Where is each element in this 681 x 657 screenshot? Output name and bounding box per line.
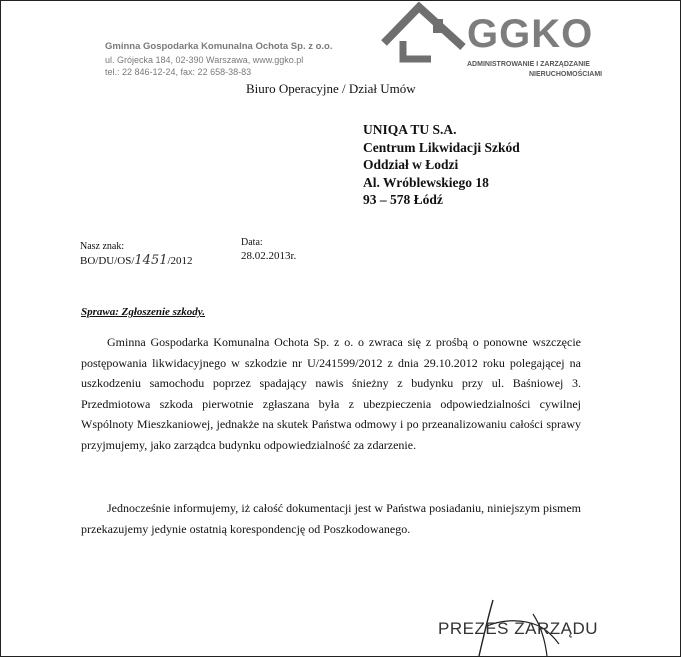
recipient-line: Al. Wróblewskiego 18 (363, 175, 489, 190)
recipient-line: 93 – 578 Łódź (363, 192, 443, 207)
reference-label: Nasz znak: (80, 241, 125, 252)
company-address: ul. Grójecka 184, 02-390 Warszawa, www.ggko.pl (105, 55, 304, 65)
house-logo-icon (381, 1, 471, 63)
department: Biuro Operacyjne / Dział Umów (246, 81, 416, 96)
recipient-line: Oddział w Łodzi (363, 157, 459, 172)
date-value: 28.02.2013r. (241, 250, 297, 262)
reference-prefix: BO/DU/OS/ (80, 255, 135, 267)
recipient-line: UNIQA TU S.A. (363, 122, 457, 137)
date-label: Data: (241, 237, 263, 248)
recipient-line: Centrum Likwidacji Szkód (363, 140, 520, 155)
signature-stamp: PREZES ZARZĄDU (438, 619, 599, 638)
reference-suffix: /2012 (167, 255, 193, 267)
reference-handwritten: 1451 (134, 253, 168, 268)
body-paragraph: Gminna Gospodarka Komunalna Ochota Sp. z o. o zwraca się z prośbą o ponowne wszczęcie postępowania likwidacyjnego w szkodzie nr U/241599/2012 z dnia 29.10.2012 roku polegającej na uszkodzeniu samochodu poprzez spadający nawis śnieżny z budynku przy ul. Baśniowej 3. Przedmiotowa szkoda pierwotnie zgłaszana była z ubezpieczenia odpowiedzialności cywilnej Wspólnoty Mieszkaniowej, jednakże na skutek Państwa odmowy i po przeanalizowaniu całości sprawy przyjmujemy, jako zarządca budynku odpowiedzialność za zdarzenie. (81, 335, 581, 452)
logo-tagline-2: NIERUCHOMOŚCIAMI (529, 71, 603, 78)
body-paragraph: Jednocześnie informujemy, iż całość dokumentacji jest w Państwa posiadaniu, niniejszym pismem przekazujemy jedynie ostatnią korespondencję od Poszkodowanego. (81, 501, 581, 536)
logo-wordmark: GGKO (467, 12, 594, 56)
logo-tagline: ADMINISTROWANIE I ZARZĄDZANIE (467, 61, 590, 68)
company-name: Gminna Gospodarka Komunalna Ochota Sp. z o.o. (105, 41, 333, 52)
company-phone: tel.: 22 846-12-24, fax: 22 658-38-83 (105, 67, 252, 77)
subject-line: Sprawa: Zgłoszenie szkody. (81, 306, 205, 318)
reference-number (80, 253, 193, 268)
